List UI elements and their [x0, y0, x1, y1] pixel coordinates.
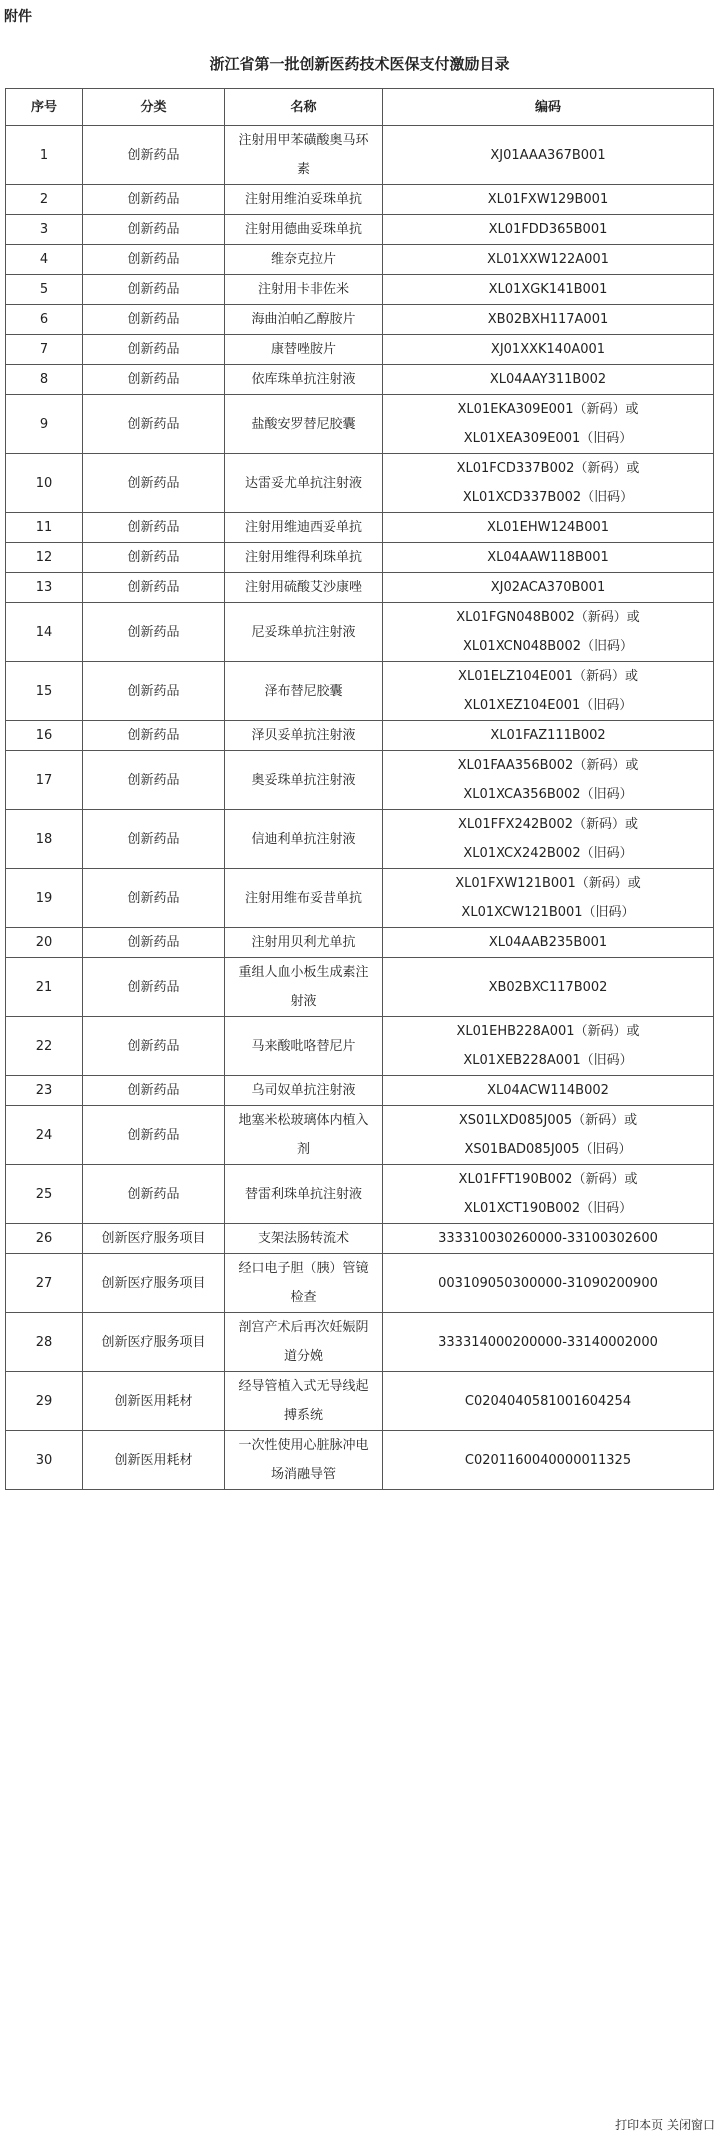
cell-category: 创新医疗服务项目: [83, 1254, 225, 1313]
cell-no: 3: [6, 215, 83, 245]
cell-category: 创新医疗服务项目: [83, 1313, 225, 1372]
name-line: 道分娩: [283, 1349, 323, 1364]
cell-name: [225, 603, 383, 662]
cell-no: 6: [6, 305, 83, 335]
cell-no: 13: [6, 573, 83, 603]
code-line: XS01LXD085J005（新码）或: [458, 1113, 638, 1128]
name-line: 一次性使用心脏脉冲电: [238, 1438, 369, 1453]
cell-code: [383, 1076, 714, 1106]
code-line: XL01XCN048B002（旧码）: [463, 639, 633, 654]
table-row: [6, 721, 714, 751]
table-row: [6, 1431, 714, 1490]
cell-category: 创新药品: [83, 215, 225, 245]
table-row: [6, 810, 714, 869]
code-line: XL01XEZ104E001（旧码）: [463, 698, 633, 713]
cell-code: [383, 245, 714, 275]
name-line: 奥妥珠单抗注射液: [251, 772, 356, 788]
cell-no: 19: [6, 869, 83, 928]
cell-category: 创新药品: [83, 185, 225, 215]
table-row: [6, 245, 714, 275]
name-line: 注射用贝利尤单抗: [251, 935, 356, 950]
cell-no: 27: [6, 1254, 83, 1313]
name-line: 达雷妥尤单抗注射液: [244, 475, 362, 491]
cell-category: 创新药品: [83, 721, 225, 751]
code-line: XL01FAZ111B002: [490, 728, 606, 743]
cell-name: [225, 928, 383, 958]
cell-name: [225, 751, 383, 810]
cell-category: 创新药品: [83, 275, 225, 305]
name-line: 马来酸吡咯替尼片: [251, 1038, 356, 1054]
table-row: [6, 126, 714, 185]
code-line: XL01FFX242B002（新码）或: [457, 817, 639, 832]
cell-category: 创新药品: [83, 928, 225, 958]
cell-name: [225, 810, 383, 869]
cell-category: 创新药品: [83, 869, 225, 928]
cell-no: 2: [6, 185, 83, 215]
cell-name: [225, 1372, 383, 1431]
cell-code: [383, 1106, 714, 1165]
cell-code: [383, 1165, 714, 1224]
name-line: 乌司奴单抗注射液: [251, 1083, 356, 1098]
code-line: XL01ELZ104E001（新码）或: [458, 669, 638, 684]
cell-no: 12: [6, 543, 83, 573]
name-line: 康替唑胺片: [270, 342, 336, 357]
name-line: 素: [296, 162, 310, 177]
cell-no: 30: [6, 1431, 83, 1490]
cell-name: [225, 662, 383, 721]
name-line: 支架法肠转流术: [257, 1231, 349, 1246]
cell-category: 创新药品: [83, 126, 225, 185]
name-line: 信迪利单抗注射液: [251, 831, 356, 847]
code-line: 003109050300000-31090200900: [438, 1275, 658, 1291]
code-line: XL01FAA356B002（新码）或: [457, 758, 639, 773]
cell-name: [225, 958, 383, 1017]
close-window-link[interactable]: 关闭窗口: [666, 2118, 715, 2132]
cell-code: [383, 454, 714, 513]
name-line: 场消融导管: [270, 1467, 336, 1482]
cell-code: [383, 335, 714, 365]
cell-no: 4: [6, 245, 83, 275]
table-row: [6, 1254, 714, 1313]
table-row: [6, 305, 714, 335]
catalog-table: [5, 88, 714, 1490]
cell-name: [225, 335, 383, 365]
print-link[interactable]: 打印本页: [615, 2118, 664, 2132]
footer-links: [615, 2116, 715, 2133]
cell-no: 28: [6, 1313, 83, 1372]
cell-name: [225, 721, 383, 751]
header-code: 编码: [383, 89, 714, 126]
code-line: XL01FGN048B002（新码）或: [456, 610, 640, 625]
cell-category: 创新药品: [83, 603, 225, 662]
cell-code: [383, 662, 714, 721]
cell-no: 1: [6, 126, 83, 185]
table-row: [6, 1224, 714, 1254]
cell-code: [383, 928, 714, 958]
cell-no: 24: [6, 1106, 83, 1165]
cell-category: 创新药品: [83, 454, 225, 513]
table-row: [6, 1165, 714, 1224]
cell-category: 创新药品: [83, 751, 225, 810]
cell-category: 创新药品: [83, 543, 225, 573]
name-line: 维奈克拉片: [270, 252, 336, 267]
name-line: 检查: [290, 1290, 317, 1305]
cell-code: [383, 810, 714, 869]
table-row: [6, 513, 714, 543]
name-line: 注射用硫酸艾沙康唑: [244, 580, 362, 595]
cell-name: [225, 215, 383, 245]
cell-name: [225, 1017, 383, 1076]
cell-name: [225, 1106, 383, 1165]
cell-code: [383, 1431, 714, 1490]
cell-code: [383, 751, 714, 810]
code-line: XL01XGK141B001: [488, 282, 608, 297]
cell-code: [383, 543, 714, 573]
code-line: XL01XCA356B002（旧码）: [463, 787, 633, 802]
cell-name: [225, 1224, 383, 1254]
cell-category: 创新药品: [83, 305, 225, 335]
code-line: XL01XCW121B001（旧码）: [461, 905, 635, 920]
table-row: [6, 275, 714, 305]
cell-category: 创新医疗服务项目: [83, 1224, 225, 1254]
table-row: [6, 573, 714, 603]
name-line: 尼妥珠单抗注射液: [251, 624, 356, 640]
cell-code: [383, 1313, 714, 1372]
cell-category: 创新药品: [83, 365, 225, 395]
cell-no: 14: [6, 603, 83, 662]
table-row: [6, 215, 714, 245]
code-line: XL01FDD365B001: [488, 222, 608, 237]
cell-name: [225, 1076, 383, 1106]
cell-no: 5: [6, 275, 83, 305]
table-row: [6, 395, 714, 454]
cell-no: 23: [6, 1076, 83, 1106]
cell-code: [383, 573, 714, 603]
table-row: [6, 543, 714, 573]
cell-name: [225, 513, 383, 543]
table-row: [6, 1076, 714, 1106]
cell-code: [383, 1372, 714, 1431]
table-row: [6, 1017, 714, 1076]
cell-code: [383, 1224, 714, 1254]
name-line: 剖宫产术后再次妊娠阴: [238, 1320, 369, 1335]
table-row: [6, 928, 714, 958]
cell-code: [383, 603, 714, 662]
name-line: 盐酸安罗替尼胶囊: [251, 416, 356, 432]
cell-category: 创新药品: [83, 1017, 225, 1076]
name-line: 重组人血小板生成素注: [238, 965, 369, 980]
cell-category: 创新药品: [83, 1165, 225, 1224]
code-line: XL01FFT190B002（新码）或: [458, 1172, 638, 1187]
cell-category: 创新医用耗材: [83, 1372, 225, 1431]
name-line: 搏系统: [283, 1408, 323, 1423]
code-line: XL01XCX242B002（旧码）: [463, 846, 633, 861]
cell-code: [383, 721, 714, 751]
cell-code: [383, 869, 714, 928]
name-line: 泽贝妥单抗注射液: [251, 728, 356, 743]
cell-code: [383, 185, 714, 215]
name-line: 依库珠单抗注射液: [251, 372, 356, 387]
code-line: XJ01AAA367B001: [490, 147, 606, 163]
cell-category: 创新药品: [83, 335, 225, 365]
cell-no: 18: [6, 810, 83, 869]
cell-category: 创新医用耗材: [83, 1431, 225, 1490]
header-category: 分类: [83, 89, 225, 126]
cell-name: [225, 245, 383, 275]
cell-no: 26: [6, 1224, 83, 1254]
cell-name: [225, 395, 383, 454]
cell-no: 17: [6, 751, 83, 810]
table-row: [6, 603, 714, 662]
cell-no: 10: [6, 454, 83, 513]
code-line: XL01FXW121B001（新码）或: [455, 876, 641, 891]
name-line: 注射用卡非佐米: [257, 282, 349, 297]
code-line: XL01FCD337B002（新码）或: [456, 461, 640, 476]
cell-code: [383, 126, 714, 185]
table-row: [6, 662, 714, 721]
name-line: 经导管植入式无导线起: [238, 1379, 369, 1394]
cell-category: 创新药品: [83, 662, 225, 721]
code-line: C0201160040000011325: [464, 1452, 632, 1468]
code-line: XL01XCT190B002（旧码）: [463, 1201, 633, 1216]
cell-no: 22: [6, 1017, 83, 1076]
code-line: XL04ACW114B002: [487, 1083, 609, 1098]
table-row: [6, 454, 714, 513]
cell-name: [225, 305, 383, 335]
name-line: 经口电子胆（胰）管镜: [238, 1261, 369, 1276]
code-line: XL01EHB228A001（新码）或: [456, 1024, 640, 1039]
name-line: 剂: [296, 1142, 310, 1157]
table-row: [6, 1313, 714, 1372]
cell-name: [225, 1254, 383, 1313]
table-row: [6, 365, 714, 395]
cell-no: 15: [6, 662, 83, 721]
name-line: 海曲泊帕乙醇胺片: [251, 312, 356, 327]
cell-name: [225, 365, 383, 395]
cell-code: [383, 1017, 714, 1076]
code-line: XJ02ACA370B001: [490, 580, 606, 595]
code-line: XJ01XXK140A001: [490, 342, 606, 357]
cell-no: 25: [6, 1165, 83, 1224]
cell-category: 创新药品: [83, 573, 225, 603]
cell-no: 7: [6, 335, 83, 365]
cell-no: 11: [6, 513, 83, 543]
code-line: XS01BAD085J005（旧码）: [464, 1142, 632, 1157]
code-line: XL01XCD337B002（旧码）: [462, 490, 634, 505]
cell-name: [225, 869, 383, 928]
cell-name: [225, 126, 383, 185]
cell-name: [225, 1313, 383, 1372]
table-row: [6, 751, 714, 810]
cell-no: 21: [6, 958, 83, 1017]
name-line: 注射用德曲妥珠单抗: [244, 222, 362, 237]
header-name: 名称: [225, 89, 383, 126]
cell-category: 创新药品: [83, 1076, 225, 1106]
code-line: 333314000200000-33140002000: [438, 1334, 658, 1350]
cell-no: 16: [6, 721, 83, 751]
cell-category: 创新药品: [83, 1106, 225, 1165]
name-line: 替雷利珠单抗注射液: [244, 1186, 362, 1202]
cell-code: [383, 513, 714, 543]
code-line: XB02BXH117A001: [487, 312, 609, 327]
cell-code: [383, 305, 714, 335]
code-line: XL04AAW118B001: [487, 550, 609, 565]
name-line: 泽布替尼胶囊: [264, 683, 343, 699]
attachment-label: 附件: [4, 9, 32, 25]
cell-name: [225, 185, 383, 215]
code-line: XL04AAB235B001: [488, 935, 608, 950]
name-line: 注射用甲苯磺酸奥马环: [238, 133, 369, 148]
cell-category: 创新药品: [83, 810, 225, 869]
table-header-row: [6, 89, 714, 126]
cell-code: [383, 1254, 714, 1313]
cell-no: 29: [6, 1372, 83, 1431]
code-line: XL01FXW129B001: [487, 192, 609, 207]
table-row: [6, 1372, 714, 1431]
table-row: [6, 335, 714, 365]
name-line: 注射用维布妥昔单抗: [244, 890, 362, 906]
cell-code: [383, 395, 714, 454]
name-line: 注射用维泊妥珠单抗: [244, 192, 362, 207]
cell-code: [383, 958, 714, 1017]
cell-name: [225, 573, 383, 603]
cell-name: [225, 275, 383, 305]
code-line: XL01XEB228A001（旧码）: [463, 1053, 633, 1068]
code-line: C0204040581001604254: [464, 1393, 632, 1409]
code-line: XL01EKA309E001（新码）或: [457, 402, 639, 417]
cell-name: [225, 1431, 383, 1490]
code-line: 333310030260000-33100302600: [438, 1231, 658, 1246]
cell-category: 创新药品: [83, 958, 225, 1017]
cell-category: 创新药品: [83, 513, 225, 543]
cell-category: 创新药品: [83, 395, 225, 454]
code-line: XL04AAY311B002: [489, 372, 607, 387]
cell-code: [383, 365, 714, 395]
cell-category: 创新药品: [83, 245, 225, 275]
cell-name: [225, 454, 383, 513]
table-row: [6, 185, 714, 215]
cell-code: [383, 275, 714, 305]
name-line: 射液: [290, 994, 317, 1009]
table-row: [6, 869, 714, 928]
name-line: 注射用维迪西妥单抗: [244, 520, 362, 535]
name-line: 地塞米松玻璃体内植入: [238, 1113, 369, 1128]
cell-no: 9: [6, 395, 83, 454]
table-row: [6, 1106, 714, 1165]
name-line: 注射用维得利珠单抗: [244, 550, 362, 565]
code-line: XB02BXC117B002: [488, 979, 608, 995]
code-line: XL01XXW122A001: [487, 252, 609, 267]
table-row: [6, 958, 714, 1017]
cell-name: [225, 543, 383, 573]
code-line: XL01XEA309E001（旧码）: [463, 431, 633, 446]
cell-no: 8: [6, 365, 83, 395]
cell-no: 20: [6, 928, 83, 958]
page-title: 浙江省第一批创新医药技术医保支付激励目录: [209, 55, 510, 73]
header-no: 序号: [6, 89, 83, 126]
cell-code: [383, 215, 714, 245]
cell-name: [225, 1165, 383, 1224]
code-line: XL01EHW124B001: [486, 520, 610, 535]
